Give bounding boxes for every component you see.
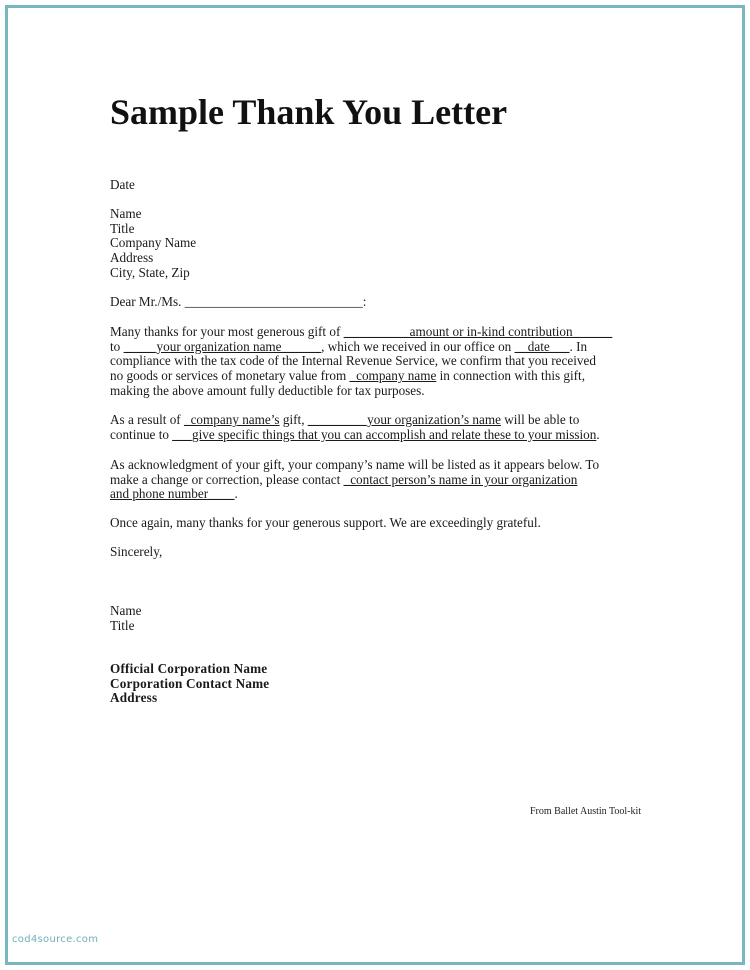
paragraph-acknowledgment <box>110 458 650 502</box>
signer-title: Title <box>110 617 135 633</box>
p1-text: . In <box>569 338 588 354</box>
salutation-text: Dear Mr./Ms. <box>110 294 182 309</box>
contact-person-field: _contact person’s name in your organization <box>343 471 578 487</box>
paragraph-gift <box>110 325 650 399</box>
date-field: __date___ <box>514 338 570 354</box>
p1-line: compliance with the tax code of the Internal Revenue Service, we confirm that you received <box>110 353 596 369</box>
watermark: cod4source.com <box>12 934 99 945</box>
paragraph-result <box>110 413 650 442</box>
p1-text: no goods or services of monetary value from <box>110 368 347 384</box>
recipient-company: Company Name <box>110 235 197 251</box>
organization-name-field: _________your organization’s name <box>307 412 501 427</box>
recipient-city: City, State, Zip <box>110 264 190 280</box>
closing-text: Sincerely, <box>110 544 163 559</box>
salutation <box>110 295 650 310</box>
p1-text: to <box>110 338 121 354</box>
p1-text: Many thanks for your most generous gift of <box>110 324 341 339</box>
recipient-address: Address <box>110 250 154 266</box>
signer-block <box>110 604 650 633</box>
salutation-blank: ___________________________ <box>184 294 363 309</box>
org-name: Official Corporation Name <box>110 661 268 676</box>
date-line: Date <box>110 177 135 192</box>
closing <box>110 545 650 560</box>
company-name-field: _company name’s <box>183 412 280 427</box>
p3-text: . <box>234 486 238 502</box>
letter-date <box>110 178 650 193</box>
phone-number-field: and phone number____ <box>110 486 235 502</box>
company-name-field: _company name <box>349 368 437 384</box>
p2-text: gift, <box>282 412 305 427</box>
p1-line: making the above amount fully deductible for tax purposes. <box>110 382 425 398</box>
p2-text: . <box>596 426 600 442</box>
org-contact: Corporation Contact Name <box>110 675 270 691</box>
paragraph-thanks <box>110 516 650 531</box>
organization-name-field: _____your organization name______ <box>123 338 322 354</box>
recipient-block <box>110 207 650 281</box>
p2-text: continue to <box>110 426 169 442</box>
org-address: Address <box>110 690 158 706</box>
source-credit: From Ballet Austin Tool-kit <box>530 806 642 817</box>
letter-title: Sample Thank You Letter <box>110 92 508 132</box>
p4-line: Once again, many thanks for your generous support. We are exceedingly grateful. <box>110 515 541 530</box>
salutation-colon: : <box>362 294 367 309</box>
p1-text: in connection with this gift, <box>439 368 586 384</box>
gift-amount-field: __________amount or in-kind contribution______ <box>343 324 613 339</box>
p2-text: will be able to <box>504 412 580 427</box>
mission-field: ___give specific things that you can accomplish and relate these to your mission <box>172 426 597 442</box>
p2-text: As a result of <box>110 412 181 427</box>
p3-text: make a change or correction, please contact <box>110 471 341 487</box>
recipient-title: Title <box>110 220 135 236</box>
signer-name: Name <box>110 603 142 618</box>
recipient-name: Name <box>110 206 142 221</box>
p3-line: As acknowledgment of your gift, your company’s name will be listed as it appears below. To <box>110 457 600 472</box>
p1-text: , which we received in our office on <box>321 338 512 354</box>
organization-block <box>110 662 650 706</box>
